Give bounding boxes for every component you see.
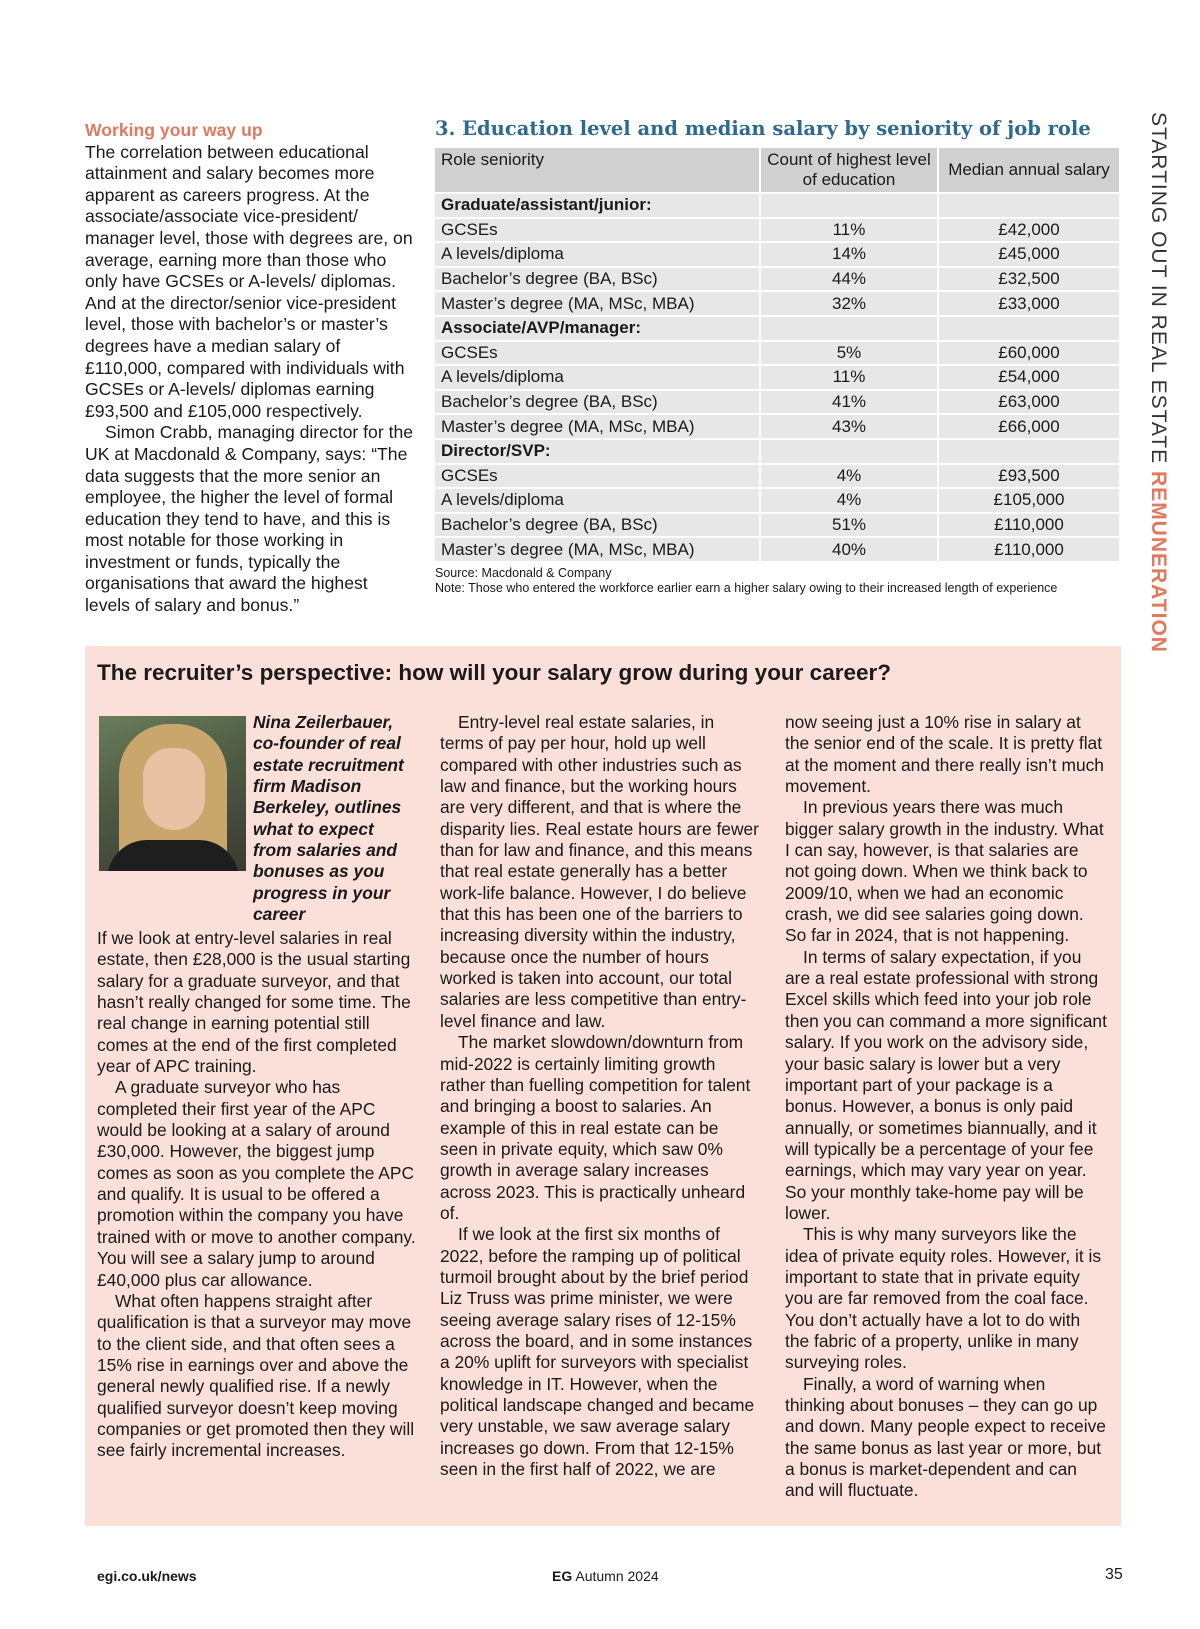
col3-paragraph: In previous years there was much bigger salary growth in the industry. What I can say, however, is that salaries are not going down. When we think back to 2009/10, when we had an economic crash, we did see salaries going down. So far in 2024, that is not happening. (785, 797, 1104, 946)
page-number: 35 (1105, 1566, 1123, 1583)
intro-paragraph-2: Simon Crabb, managing director for the UK at Macdonald & Company, says: “The data suggests that the more senior an employee, the higher the level of formal education they tend to have, and this is most notable for those working in investment or funds, typically the organisations that award the highest levels of salary and bonus.” (85, 422, 414, 616)
section-sidebar-label (1140, 112, 1170, 653)
education-salary-table (433, 146, 1121, 563)
table-row (434, 464, 1120, 489)
cell-label: Bachelor’s degree (BA, BSc) (434, 513, 760, 538)
box-column-2 (440, 712, 760, 1480)
cell-label: Graduate/assistant/junior: (434, 193, 760, 218)
col2-paragraph: Entry-level real estate salaries, in terms of pay per hour, hold up well compared with other industries such as law and finance, but the working hours are very different, and that is where the disparity lies. Real estate hours are fewer than for law and finance, and this means that real estate generally has a better work-life balance. However, I do believe that this has been one of the barriers to increasing diversity within the industry, because once the number of hours worked is taken into account, our total salaries are less competitive than entry-level finance and law. (440, 712, 759, 1031)
cell-count: 51% (760, 513, 938, 538)
table-source: Source: Macdonald & Company (435, 565, 612, 580)
footer-url[interactable]: egi.co.uk/news (97, 1568, 197, 1584)
cell-count: 4% (760, 464, 938, 489)
intro-paragraph-1 (85, 120, 415, 422)
cell-salary: £110,000 (938, 513, 1120, 538)
table-group-row (434, 439, 1120, 464)
table-row (434, 513, 1120, 538)
cell-count: 44% (760, 267, 938, 292)
sidebar-section: STARTING OUT IN REAL ESTATE (1147, 112, 1170, 465)
cell-count: 11% (760, 365, 938, 390)
cell-label: GCSEs (434, 464, 760, 489)
col3-paragraph: Finally, a word of warning when thinking about bonuses – they can go up and down. Many people expect to receive the same bonus as last year or more, but a bonus is market-dependent and can and will fluctuate. (785, 1373, 1106, 1501)
table-row (434, 242, 1120, 267)
col1-paragraph: What often happens straight after qualification is that a surveyor may move to the client side, and that often sees a 15% rise in earnings over and above the general newly qualified rise. If a newly qualified surveyor doesn’t keep moving companies or get promoted then they will see fairly incremental increases. (97, 1290, 415, 1461)
cell-count: 5% (760, 341, 938, 366)
footer-brand: EG (552, 1568, 573, 1584)
cell-count (760, 193, 938, 218)
table-row (434, 341, 1120, 366)
table-group-row (434, 316, 1120, 341)
table-note: Note: Those who entered the workforce earlier earn a higher salary owing to their increased length of experience (435, 580, 1058, 595)
header-salary: Median annual salary (938, 147, 1120, 193)
sidebar-accent: REMUNERATION (1147, 471, 1170, 653)
box-heading: The recruiter’s perspective: how will your salary grow during your career? (97, 660, 891, 685)
cell-salary: £32,500 (938, 267, 1120, 292)
table-row (434, 365, 1120, 390)
box-column-3 (785, 712, 1107, 1502)
table-notes (433, 566, 1121, 596)
cell-count: 43% (760, 414, 938, 439)
cell-label: Associate/AVP/manager: (434, 316, 760, 341)
table-row (434, 267, 1120, 292)
cell-count: 32% (760, 291, 938, 316)
header-count: Count of highest level of education (760, 147, 938, 193)
col2-paragraph: The market slowdown/downturn from mid-2022 is certainly limiting growth rather than fuelling competition for talent and bringing a boost to salaries. An example of this in real estate can be seen in private equity, which saw 0% growth in average salary increases across 2023. This is practically unheard of. (440, 1032, 751, 1223)
cell-label: GCSEs (434, 218, 760, 243)
cell-salary (938, 193, 1120, 218)
cell-count (760, 316, 938, 341)
cell-label: A levels/diploma (434, 488, 760, 513)
cell-salary (938, 316, 1120, 341)
cell-label: A levels/diploma (434, 242, 760, 267)
recruiter-perspective-box (85, 646, 1121, 1526)
cell-salary: £45,000 (938, 242, 1120, 267)
cell-label: A levels/diploma (434, 365, 760, 390)
cell-label: Master’s degree (MA, MSc, MBA) (434, 414, 760, 439)
table-row (434, 537, 1120, 562)
footer-issue (552, 1568, 659, 1584)
cell-salary: £42,000 (938, 218, 1120, 243)
cell-count: 41% (760, 390, 938, 415)
cell-salary: £110,000 (938, 537, 1120, 562)
cell-count (760, 439, 938, 464)
table-row (434, 291, 1120, 316)
cell-label: Master’s degree (MA, MSc, MBA) (434, 537, 760, 562)
col1-paragraph: If we look at entry-level salaries in real estate, then £28,000 is the usual starting salary for a graduate surveyor, and that hasn’t really changed for some time. The real change in earning potential still comes at the end of the first completed year of APC training. (97, 928, 411, 1077)
cell-label: GCSEs (434, 341, 760, 366)
col2-paragraph: If we look at the first six months of 2022, before the ramping up of political turmoil brought about by the brief period Liz Truss was prime minister, we were seeing average salary rises of 12-15% across the board, and in some instances a 20% uplift for surveyors with specialist knowledge in IT. However, when the political landscape changed and became very unstable, we saw average salary increases go down. From that 12-15% seen in the first half of 2022, we are (440, 1224, 755, 1480)
intro-kicker: Working your way up (85, 120, 263, 140)
intro-section (85, 120, 415, 617)
table-row (434, 218, 1120, 243)
photo-caption: Nina Zeilerbauer, co-founder of real estate recruitment firm Madison Berkeley, outlines what to expect from salaries and bonuses as you progress in your career (253, 712, 404, 925)
header-role-seniority: Role seniority (434, 147, 760, 193)
cell-salary: £93,500 (938, 464, 1120, 489)
cell-salary: £105,000 (938, 488, 1120, 513)
cell-count: 40% (760, 537, 938, 562)
col3-paragraph: now seeing just a 10% rise in salary at the senior end of the scale. It is pretty flat at the moment and there really isn’t much movement. (785, 712, 1104, 797)
table-row (434, 390, 1120, 415)
cell-count: 4% (760, 488, 938, 513)
table-row (434, 488, 1120, 513)
table-header-row (434, 147, 1120, 193)
table-group-row (434, 193, 1120, 218)
col1-paragraph: A graduate surveyor who has completed their first year of the APC would be looking at a salary of around £30,000. However, the biggest jump comes as soon as you complete the APC and qualify. It is usual to be offered a promotion within the company you have trained with or move to another company. You will see a salary jump to around £40,000 plus car allowance. (97, 1077, 416, 1290)
cell-salary (938, 439, 1120, 464)
cell-label: Bachelor’s degree (BA, BSc) (434, 267, 760, 292)
box-column-1 (97, 928, 417, 1462)
table-row (434, 414, 1120, 439)
table-title: 3. Education level and median salary by seniority of job role (435, 117, 1091, 140)
cell-salary: £60,000 (938, 341, 1120, 366)
cell-label: Director/SVP: (434, 439, 760, 464)
cell-salary: £66,000 (938, 414, 1120, 439)
cell-salary: £33,000 (938, 291, 1120, 316)
cell-label: Bachelor’s degree (BA, BSc) (434, 390, 760, 415)
cell-count: 14% (760, 242, 938, 267)
intro-text-1: The correlation between educational attainment and salary becomes more apparent as careers progress. At the associate/associate vice-president/ manager level, those with degrees are, on average, earning more than those who only have GCSEs or A-levels/ diplomas. And at the director/senior vice-president level, those with bachelor’s or master’s degrees have a median salary of £110,000, compared with individuals with GCSEs or A-levels/ diplomas earning £93,500 and £105,000 respectively. (85, 141, 413, 421)
cell-count: 11% (760, 218, 938, 243)
cell-salary: £54,000 (938, 365, 1120, 390)
cell-salary: £63,000 (938, 390, 1120, 415)
col3-paragraph: This is why many surveyors like the idea of private equity roles. However, it is important to state that in private equity you are far removed from the coal face. You don’t actually have a lot to do with the fabric of a property, unlike in many surveying roles. (785, 1224, 1102, 1373)
cell-label: Master’s degree (MA, MSc, MBA) (434, 291, 760, 316)
education-salary-table-section (433, 117, 1121, 596)
col3-paragraph: In terms of salary expectation, if you are a real estate professional with strong Excel skills which feed into your job role then you can command a more significant salary. If you work on the advisory side, your basic salary is lower but a very important part of your package is a bonus. However, a bonus is only paid annually, or sometimes biannually, and it will typically be a percentage of your fee earnings, which may vary year on year. So your monthly take-home pay will be lower. (785, 946, 1107, 1223)
footer-issue-text: Autumn 2024 (575, 1568, 659, 1584)
portrait-photo (99, 716, 246, 871)
